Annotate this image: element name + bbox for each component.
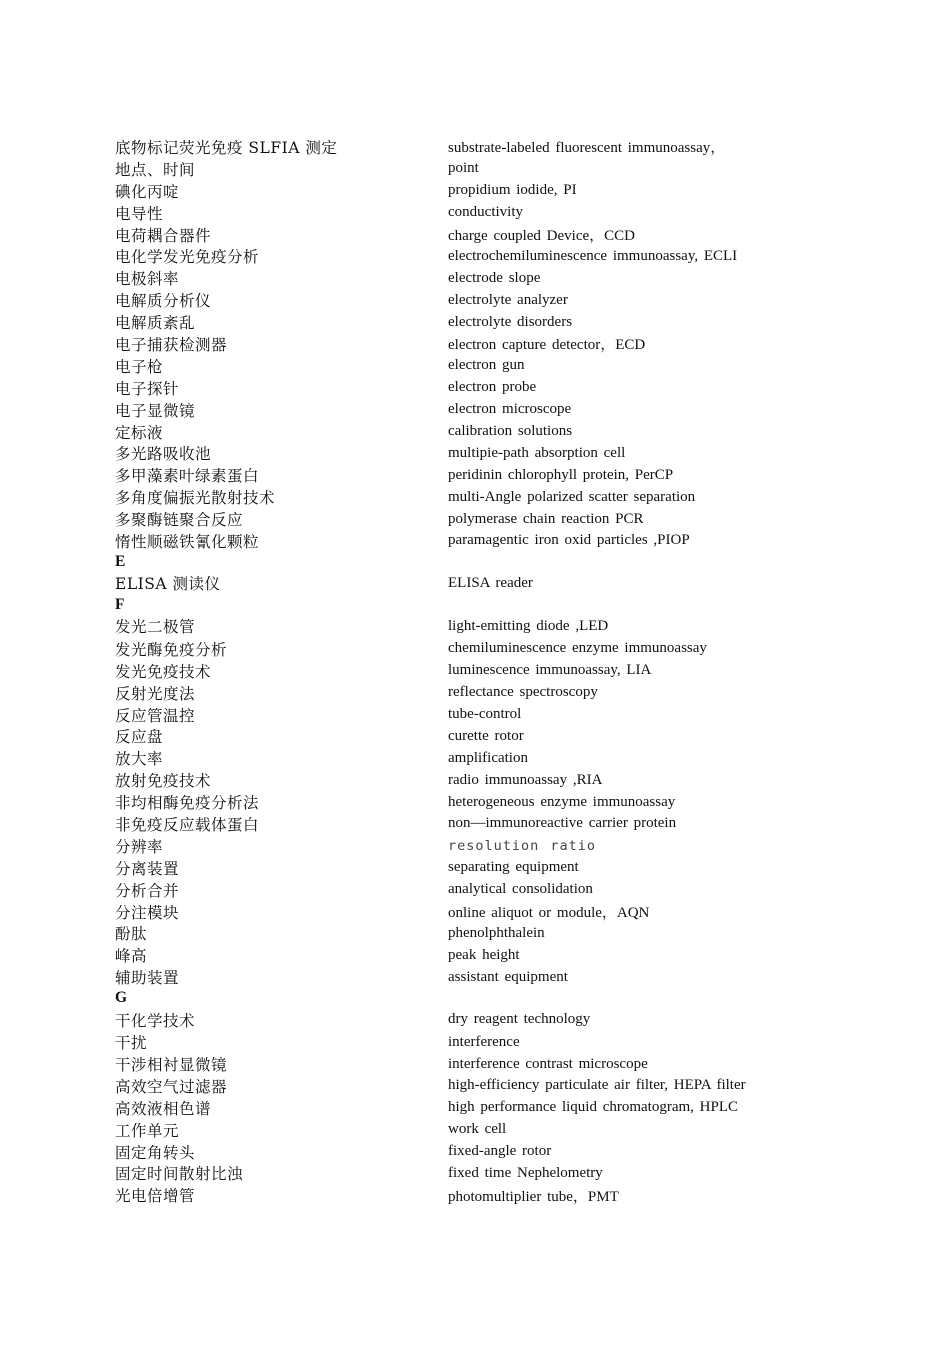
english-term: electron microscope — [448, 401, 572, 418]
glossary-entry — [115, 136, 835, 158]
chinese-term: 固定角转头 — [115, 1143, 196, 1162]
glossary-entry — [115, 682, 835, 704]
glossary-entry — [115, 1075, 835, 1097]
english-term: multipie-path absorption cell — [448, 444, 626, 461]
chinese-term: 惰性顺磁铁氰化颗粒 — [115, 532, 260, 551]
english-term: luminescence immunoassay, LIA — [448, 662, 652, 679]
glossary-entry — [115, 421, 835, 443]
chinese-term: 电化学发光免疫分析 — [115, 248, 260, 267]
glossary-entry — [115, 333, 835, 355]
glossary-entry — [115, 267, 835, 289]
chinese-term: 光电倍增管 — [115, 1187, 196, 1206]
glossary-entry — [115, 508, 835, 530]
chinese-term: 发光二极管 — [115, 618, 196, 637]
english-term: substrate-labeled fluorescent immunoassay， — [448, 140, 726, 157]
chinese-term: 高效液相色谱 — [115, 1099, 212, 1118]
english-term: conductivity — [448, 204, 523, 221]
english-term: propidium iodide, PI — [448, 182, 577, 199]
glossary-entry — [115, 180, 835, 202]
english-term: interference contrast microscope — [448, 1055, 648, 1072]
glossary-entry — [115, 1008, 835, 1031]
chinese-term: 电荷耦合器件 — [115, 226, 212, 245]
glossary-entry — [115, 1184, 835, 1206]
glossary-entry — [115, 442, 835, 464]
english-term: fixed time Nephelometry — [448, 1164, 603, 1181]
chinese-term: 反射光度法 — [115, 684, 196, 703]
glossary-entry — [115, 464, 835, 486]
english-term: reflectance spectroscopy — [448, 684, 598, 701]
chinese-term: 底物标记荧光免疫 SLFIA 测定 — [115, 138, 338, 157]
english-term: electrolyte analyzer — [448, 291, 568, 308]
glossary-entry — [115, 245, 835, 267]
glossary-entry — [115, 1163, 835, 1185]
glossary-entry — [115, 769, 835, 791]
glossary-entry — [115, 879, 835, 901]
glossary-entry — [115, 704, 835, 726]
glossary-entry — [115, 660, 835, 682]
chinese-term: 发光免疫技术 — [115, 662, 212, 681]
english-term: electrolyte disorders — [448, 313, 573, 330]
english-term: electron probe — [448, 379, 537, 396]
glossary-entry — [115, 377, 835, 399]
english-term: non—immunoreactive carrier protein — [448, 815, 677, 832]
chinese-term: 电导性 — [115, 204, 164, 223]
glossary-entry — [115, 486, 835, 508]
english-term: amplification — [448, 749, 528, 766]
english-term: chemiluminescence enzyme immunoassay — [448, 640, 707, 657]
chinese-term: 固定时间散射比浊 — [115, 1165, 244, 1184]
english-term: high-efficiency particulate air filter, HEPA filter — [448, 1077, 746, 1094]
english-term: curette rotor — [448, 727, 524, 744]
chinese-term: 电子探针 — [115, 379, 180, 398]
english-term: polymerase chain reaction PCR — [448, 510, 644, 527]
chinese-term: 多角度偏振光散射技术 — [115, 489, 276, 508]
glossary-entry — [115, 835, 835, 857]
english-term: assistant equipment — [448, 968, 568, 985]
chinese-term: 地点、时间 — [115, 160, 196, 179]
chinese-term: 电极斜率 — [115, 270, 180, 289]
english-term: online aliquot or module，AQN — [448, 905, 650, 922]
chinese-term: 分注模块 — [115, 903, 180, 922]
english-term: separating equipment — [448, 859, 579, 876]
chinese-term: ELISA 测读仪 — [115, 575, 221, 594]
chinese-term: 电子显微镜 — [115, 401, 196, 420]
glossary-entry — [115, 399, 835, 421]
english-term: calibration solutions — [448, 423, 573, 440]
glossary-entry — [115, 944, 835, 966]
chinese-term: 高效空气过滤器 — [115, 1077, 228, 1096]
english-term: light-emitting diode ,LED — [448, 617, 609, 634]
glossary-entry — [115, 202, 835, 224]
glossary-entry — [115, 725, 835, 747]
glossary-entry — [115, 572, 835, 595]
chinese-term: 干化学技术 — [115, 1011, 196, 1030]
english-term: electrochemiluminescence immunoassay, ECLI — [448, 247, 738, 264]
chinese-term: 干扰 — [115, 1034, 148, 1053]
english-term: tube-control — [448, 706, 522, 723]
glossary-list — [115, 136, 835, 1206]
chinese-term: 分辨率 — [115, 837, 164, 856]
glossary-entry — [115, 1031, 835, 1053]
glossary-entry — [115, 311, 835, 333]
english-term: point — [448, 160, 479, 177]
chinese-term: 多甲藻素叶绿素蛋白 — [115, 467, 260, 486]
glossary-entry — [115, 355, 835, 377]
glossary-entry — [115, 289, 835, 311]
chinese-term: 碘化丙啶 — [115, 182, 180, 201]
english-term: multi-Angle polarized scatter separation — [448, 488, 696, 505]
glossary-entry — [115, 1141, 835, 1163]
chinese-term: 辅助装置 — [115, 969, 180, 988]
english-term: electron gun — [448, 357, 525, 374]
glossary-entry — [115, 813, 835, 835]
glossary-entry — [115, 638, 835, 660]
section-letter-heading: E — [115, 552, 126, 570]
chinese-term: 多聚酶链聚合反应 — [115, 511, 244, 530]
glossary-entry — [115, 923, 835, 945]
glossary-entry — [115, 1053, 835, 1075]
chinese-term: 非免疫反应载体蛋白 — [115, 816, 260, 834]
english-term: work cell — [448, 1121, 507, 1138]
chinese-term: 干涉相衬显微镜 — [115, 1056, 228, 1075]
glossary-entry — [115, 747, 835, 769]
glossary-entry — [115, 1097, 835, 1119]
english-term: interference — [448, 1033, 520, 1050]
glossary-entry — [115, 158, 835, 180]
glossary-entry — [115, 791, 835, 813]
english-term: charge coupled Device，CCD — [448, 228, 635, 244]
english-term: ELISA reader — [448, 574, 533, 591]
chinese-term: 分离装置 — [115, 859, 180, 878]
english-term: photomultiplier tube，PMT — [448, 1188, 619, 1205]
chinese-term: 酚肽 — [115, 925, 148, 944]
chinese-term: 分析合并 — [115, 881, 180, 900]
chinese-term: 工作单元 — [115, 1121, 180, 1140]
english-term: analytical consolidation — [448, 881, 593, 898]
glossary-entry — [115, 1119, 835, 1141]
english-term: radio immunoassay ,RIA — [448, 771, 603, 788]
chinese-term: 电解质分析仪 — [115, 292, 212, 311]
english-term: electron capture detector，ECD — [448, 337, 646, 354]
section-letter-heading: G — [115, 989, 128, 1007]
english-term: paramagentic iron oxid particles ,PIOP — [448, 532, 690, 549]
chinese-term: 放射免疫技术 — [115, 772, 212, 791]
chinese-term: 反应盘 — [115, 728, 164, 747]
chinese-term: 定标液 — [115, 423, 164, 442]
english-term: fixed-angle rotor — [448, 1143, 552, 1160]
english-term: resolution ratio — [448, 837, 597, 854]
chinese-term: 电解质紊乱 — [115, 314, 196, 333]
glossary-entry — [115, 901, 835, 923]
english-term: electrode slope — [448, 269, 541, 286]
english-term: heterogeneous enzyme immunoassay — [448, 793, 676, 810]
glossary-entry — [115, 857, 835, 879]
chinese-term: 电子捕获检测器 — [115, 335, 228, 354]
chinese-term: 电子枪 — [115, 357, 164, 376]
english-term: peak height — [448, 946, 520, 963]
chinese-term: 反应管温控 — [115, 706, 196, 725]
glossary-entry — [115, 224, 835, 246]
chinese-term: 非均相酶免疫分析法 — [115, 794, 260, 813]
english-term: high performance liquid chromatogram, HPLC — [448, 1099, 739, 1116]
chinese-term: 发光酶免疫分析 — [115, 640, 228, 659]
chinese-term: 多光路吸收池 — [115, 445, 212, 464]
glossary-entry — [115, 615, 835, 638]
chinese-term: 峰高 — [115, 947, 148, 966]
glossary-entry — [115, 530, 835, 552]
english-term: dry reagent technology — [448, 1011, 591, 1028]
glossary-entry — [115, 966, 835, 988]
chinese-term: 放大率 — [115, 750, 164, 769]
english-term: peridinin chlorophyll protein, PerCP — [448, 466, 674, 483]
english-term: phenolphthalein — [448, 924, 545, 941]
section-letter-heading: F — [115, 595, 125, 613]
